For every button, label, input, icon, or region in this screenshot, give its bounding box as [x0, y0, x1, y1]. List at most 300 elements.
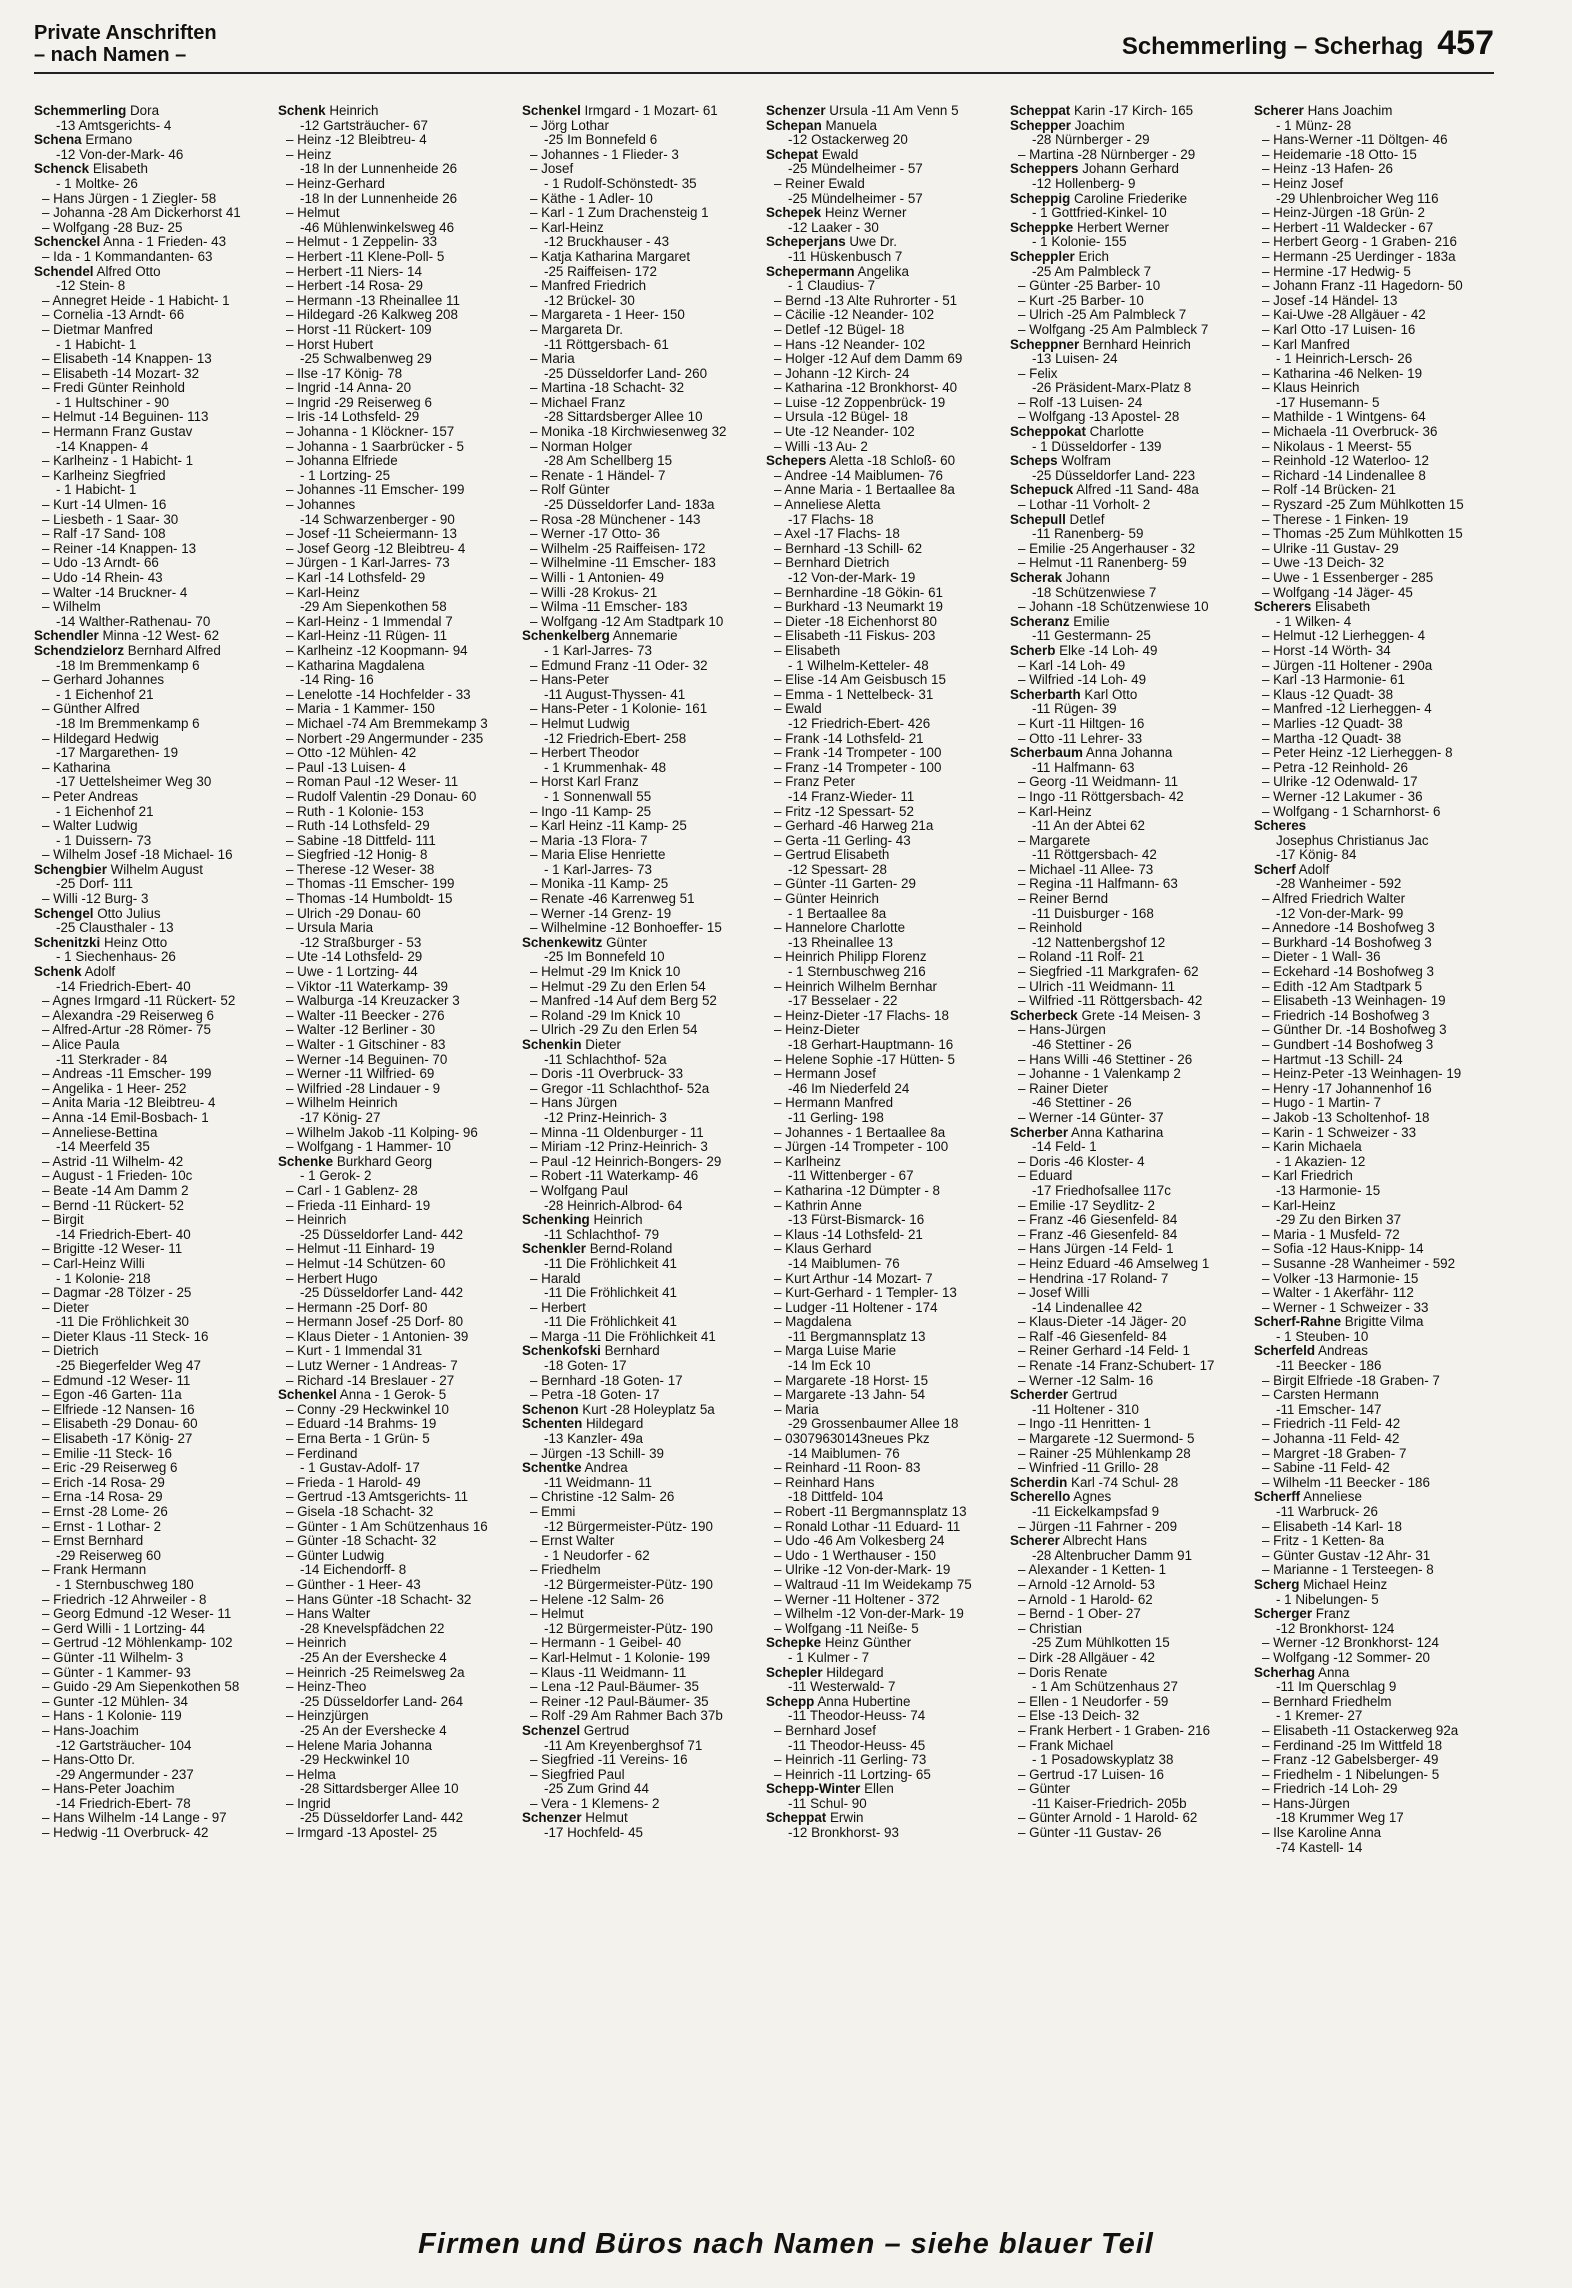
- name-entry: – Thomas -25 Zum Mühlkotten 15: [1262, 526, 1463, 542]
- surname: Schepek: [766, 205, 822, 221]
- address-line: -46 Mühlenwinkelsweg 46: [300, 219, 455, 235]
- entry-detail: Charlotte: [1085, 424, 1144, 440]
- address-line: -18 Krummer Weg 17: [1276, 1810, 1404, 1826]
- name-entry: – Willi - 1 Antonien- 49: [530, 570, 664, 585]
- name-entry: – Heinrich -25 Reimelsweg 2a: [286, 1664, 465, 1680]
- name-entry: – Elisabeth -29 Donau- 60: [42, 1416, 198, 1432]
- surname-entry: [1010, 1009, 1246, 1024]
- directory-columns: [34, 104, 1494, 2184]
- address-line: -12 Friedrich-Ebert- 426: [788, 715, 931, 731]
- surname: Schenk: [278, 104, 326, 118]
- name-entry: – Doris -11 Overbruck- 33: [530, 1066, 684, 1082]
- address-line: -12 Straßburger - 53: [300, 934, 422, 950]
- name-entry: – Kurt -11 Hiltgen- 16: [1018, 715, 1145, 731]
- name-entry: – Renate -14 Franz-Schubert- 17: [1018, 1358, 1215, 1374]
- address-line: -11 Beecker - 186: [1276, 1358, 1382, 1374]
- name-entry: – Fritz - 1 Ketten- 8a: [1262, 1533, 1385, 1549]
- name-entry: – Jürgen -11 Holtener - 290a: [1262, 657, 1433, 673]
- address-line: - 1 Kulmer - 7: [788, 1649, 870, 1665]
- surname-entry: [766, 1636, 1002, 1651]
- name-entry: – Willi -13 Au- 2: [774, 438, 868, 454]
- entry-detail: Adolf: [81, 964, 116, 980]
- surname-entry: [1010, 644, 1246, 659]
- address-line: -25 Düsseldorfer Land- 223: [1032, 467, 1196, 483]
- section-title: [34, 22, 217, 66]
- name-entry: – Walter -14 Bruckner- 4: [42, 584, 188, 600]
- name-entry: – Walter Ludwig: [42, 818, 138, 834]
- address-line: -12 Bürgermeister-Pütz- 190: [544, 1620, 713, 1636]
- name-entry: – Arnold -12 Arnold- 53: [1018, 1576, 1155, 1592]
- surname: Scherers: [1254, 599, 1312, 615]
- address-line: -14 Im Eck 10: [788, 1358, 871, 1374]
- name-entry: – Dietrich: [42, 1343, 99, 1359]
- name-entry: – Martina -28 Nürnberger - 29: [1018, 146, 1196, 162]
- address-line: -11 Rügen- 39: [1032, 701, 1117, 717]
- entry-detail: Brigitte Vilma: [1341, 1314, 1424, 1330]
- name-entry: – Maria: [530, 351, 575, 367]
- surname: Scherer: [1010, 1533, 1060, 1549]
- address-line: -25 Düsseldorfer Land- 183a: [544, 497, 715, 513]
- name-entry: – Emma - 1 Nettelbeck- 31: [774, 686, 934, 702]
- name-entry: – Bernhard -13 Schill- 62: [774, 540, 923, 556]
- address-line: -12 Nattenbergshof 12: [1032, 934, 1166, 950]
- surname-entry: [1010, 1534, 1246, 1549]
- address-line: - 1 Heinrich-Lersch- 26: [1276, 351, 1413, 367]
- name-entry: – Magdalena: [774, 1314, 852, 1330]
- name-entry: – Anneliese Aletta: [774, 497, 881, 513]
- name-entry: – Roland -29 Im Knick 10: [530, 1007, 681, 1023]
- address-line: - 1 Bertaallee 8a: [788, 905, 887, 921]
- surname-entry: [766, 206, 1002, 221]
- column-4: [766, 104, 1002, 2184]
- surname: Schepuck: [1010, 482, 1074, 498]
- entry-detail: Joachim: [1071, 117, 1125, 133]
- name-entry: – Susanne -28 Wanheimer - 592: [1262, 1255, 1456, 1271]
- surname: Scherf-Rahne: [1254, 1314, 1342, 1330]
- name-entry: – Brigitte -12 Weser- 11: [42, 1241, 183, 1257]
- name-entry: – Heinrich: [286, 1212, 347, 1228]
- name-entry: – Ursula -12 Bügel- 18: [774, 409, 908, 425]
- name-entry: – Otto -11 Lehrer- 33: [1018, 730, 1143, 746]
- name-entry: – Emmi: [530, 1504, 576, 1519]
- name-entry: – Katharina: [42, 759, 111, 775]
- entry-detail: Andreas: [1315, 1343, 1368, 1359]
- name-entry: – Karl-Heinz: [1262, 1197, 1336, 1213]
- name-entry: – Mathilde - 1 Wintgens- 64: [1262, 409, 1426, 425]
- name-entry: – Willi -12 Burg- 3: [42, 891, 149, 907]
- name-entry: – Werner -14 Beguinen- 70: [286, 1051, 448, 1067]
- name-entry: – Karlheinz: [774, 1153, 841, 1169]
- surname-entry: [34, 629, 270, 644]
- name-entry: – Gisela -18 Schacht- 32: [286, 1504, 434, 1519]
- name-entry: – Jürgen -11 Fahrner - 209: [1018, 1518, 1178, 1534]
- name-entry: – Michael Franz: [530, 394, 626, 410]
- address-line: -25 Mündelheimer - 57: [788, 161, 923, 177]
- name-entry: – Erich -14 Rosa- 29: [42, 1474, 165, 1490]
- surname-entry: [34, 863, 270, 878]
- name-entry: – Katja Katharina Margaret: [530, 248, 691, 264]
- column-2: [278, 104, 514, 2184]
- name-entry: – Bernhardine -18 Gökin- 61: [774, 584, 943, 600]
- address-line: -13 Luisen- 24: [1032, 351, 1118, 367]
- surname-entry: [766, 148, 1002, 163]
- address-line: -14 Friedrich-Ebert- 40: [56, 1226, 191, 1242]
- name-entry: – Klaus-Dieter -14 Jäger- 20: [1018, 1314, 1187, 1330]
- name-entry: – Georg -11 Weidmann- 11: [1018, 774, 1179, 790]
- name-entry: – Helene -12 Salm- 26: [530, 1591, 664, 1607]
- name-entry: – Ilse -17 König- 78: [286, 365, 403, 381]
- name-entry: – Liesbeth - 1 Saar- 30: [42, 511, 179, 527]
- name-entry: – Eduard: [1018, 1168, 1073, 1184]
- name-entry: – Heinz-Theo: [286, 1679, 367, 1695]
- name-entry: – Günther - 1 Heer- 43: [286, 1576, 421, 1592]
- name-entry: – Udo - 1 Werthauser - 150: [774, 1547, 937, 1563]
- name-entry: – Karl Friedrich: [1262, 1168, 1353, 1184]
- address-line: -12 Stein- 8: [56, 278, 126, 294]
- name-entry: – Karl-Heinz -11 Rügen- 11: [286, 628, 448, 644]
- address-line: -11 Theodor-Heuss- 74: [788, 1708, 926, 1724]
- name-entry: – Minna -11 Oldenburger - 11: [530, 1124, 704, 1140]
- name-entry: – Erna -14 Rosa- 29: [42, 1489, 163, 1505]
- surname: Scherak: [1010, 570, 1063, 585]
- address-line: -11 Schlachthof- 52a: [544, 1051, 667, 1067]
- name-entry: – Klaus -14 Lothsfeld- 21: [774, 1226, 923, 1242]
- name-entry: – Bernd -11 Rückert- 52: [42, 1197, 184, 1213]
- name-entry: – Günter Ludwig: [286, 1547, 385, 1563]
- name-entry: – Karl-Heinz - 1 Immendal 7: [286, 613, 453, 629]
- address-line: -11 Wittenberger - 67: [788, 1168, 914, 1184]
- address-line: -17 Uettelsheimer Weg 30: [56, 774, 212, 790]
- surname: Scherf: [1254, 861, 1296, 877]
- name-entry: – Marga -11 Die Fröhlichkeit 41: [530, 1328, 716, 1344]
- address-line: - 1 Sonnenwall 55: [544, 788, 652, 804]
- surname: Schepp-Winter: [766, 1781, 861, 1797]
- surname: Schenkel: [278, 1387, 337, 1403]
- name-entry: – Christine -12 Salm- 26: [530, 1489, 675, 1505]
- name-entry: – Wilhelmine -11 Emscher- 183: [530, 555, 716, 571]
- name-entry: – Thomas -11 Emscher- 199: [286, 876, 455, 892]
- page-header: [34, 20, 1494, 74]
- name-entry: – Volker -13 Harmonie- 15: [1262, 1270, 1419, 1286]
- name-entry: – Kurt-Gerhard - 1 Templer- 13: [774, 1285, 957, 1301]
- address-line: - 1 Moltke- 26: [56, 175, 138, 191]
- name-entry: – Karl Manfred: [1262, 336, 1350, 352]
- address-line: - 1 Münz- 28: [1276, 117, 1352, 133]
- surname-entry: [1010, 119, 1246, 134]
- name-entry: – Hendrina -17 Roland- 7: [1018, 1270, 1169, 1286]
- name-entry: – Johannes -11 Emscher- 199: [286, 482, 465, 498]
- entry-detail: Franz: [1312, 1606, 1351, 1622]
- surname: Scheres: [1254, 818, 1307, 834]
- name-entry: – Ulrike -11 Gustav- 29: [1262, 540, 1399, 556]
- address-line: -25 Im Bonnefeld 6: [544, 132, 658, 148]
- address-line: - 1 Sternbuschweg 216: [788, 964, 926, 980]
- name-entry: – Karl -13 Harmonie- 61: [1262, 672, 1405, 688]
- entry-detail: Elisabeth: [89, 161, 148, 177]
- surname: Scherdin: [1010, 1474, 1068, 1490]
- surname: Scherger: [1254, 1606, 1313, 1622]
- name-entry: – Wolfgang -13 Apostel- 28: [1018, 409, 1180, 425]
- name-entry: – Marianne - 1 Tersteegen- 8: [1262, 1562, 1434, 1578]
- entry-detail: Gertrud: [580, 1722, 630, 1738]
- name-entry: – Bernhard -18 Goten- 17: [530, 1372, 683, 1388]
- address-line: -11 Westerwald- 7: [788, 1679, 896, 1695]
- name-entry: – Horst Hubert: [286, 336, 374, 352]
- address-line: -46 Stettiner - 26: [1032, 1095, 1132, 1111]
- entry-detail: Michael Heinz: [1299, 1576, 1388, 1592]
- surname-entry: [522, 1461, 758, 1476]
- entry-detail: Adolf: [1295, 861, 1330, 877]
- name-entry: – Irmgard -13 Apostel- 25: [286, 1825, 438, 1841]
- name-entry: – Hildegard -26 Kalkweg 208: [286, 307, 458, 323]
- surname-entry: [522, 1811, 758, 1826]
- address-line: - 1 Karl-Jarres- 73: [544, 642, 652, 658]
- name-entry: – Henry -17 Johannenhof 16: [1262, 1080, 1432, 1096]
- name-entry: – Klaus -12 Quadt- 38: [1262, 686, 1394, 702]
- surname-entry: [766, 1811, 1002, 1826]
- name-entry: – Ute -12 Neander- 102: [774, 424, 915, 440]
- name-entry: – Ronald Lothar -11 Eduard- 11: [774, 1518, 961, 1534]
- name-entry: – Rainer Dieter: [1018, 1080, 1109, 1096]
- entry-detail: Ewald: [818, 146, 859, 162]
- name-entry: – Klaus -11 Weidmann- 11: [530, 1664, 687, 1680]
- name-entry: – Karl -14 Lothsfeld- 29: [286, 570, 426, 585]
- address-line: -25 Clausthaler - 13: [56, 920, 174, 936]
- surname-entry: [34, 936, 270, 951]
- entry-detail: Anna: [1315, 1664, 1350, 1680]
- name-entry: – Marga Luise Marie: [774, 1343, 897, 1359]
- surname: Scheppler: [1010, 248, 1075, 264]
- surname-entry: [1010, 1476, 1246, 1491]
- name-entry: – Franz -46 Giesenfeld- 84: [1018, 1226, 1178, 1242]
- name-entry: – Heinrich: [286, 1635, 347, 1651]
- name-entry: – Fritz -12 Spessart- 52: [774, 803, 914, 819]
- surname-entry: [1254, 1490, 1490, 1505]
- name-entry: – Karl Heinz -11 Kamp- 25: [530, 818, 687, 834]
- surname: Schepper: [1010, 117, 1072, 133]
- name-entry: – Ulrich -29 Zu den Erlen 54: [530, 1022, 698, 1038]
- name-entry: – Günter -11 Wilhelm- 3: [42, 1649, 184, 1665]
- entry-detail: Erich: [1074, 248, 1109, 264]
- address-line: -14 Franz-Wieder- 11: [788, 788, 915, 804]
- address-line: -14 Walther-Rathenau- 70: [56, 613, 211, 629]
- name-entry: – Ingo -11 Kamp- 25: [530, 803, 652, 819]
- surname-entry: [1254, 1578, 1490, 1593]
- entry-detail: Dora: [126, 104, 160, 118]
- address-line: -29 Reiserweg 60: [56, 1547, 161, 1563]
- name-entry: – Anna -14 Emil-Bosbach- 1: [42, 1109, 209, 1125]
- name-entry: – Alfred-Artur -28 Römer- 75: [42, 1022, 211, 1038]
- surname-entry: [1254, 863, 1490, 878]
- address-line: -11 Die Fröhlichkeit 41: [544, 1255, 677, 1271]
- name-entry: – Horst -14 Wörth- 34: [1262, 642, 1391, 658]
- surname: Scherbaum: [1010, 745, 1083, 761]
- name-entry: – Peter Heinz -12 Lierheggen- 8: [1262, 745, 1453, 761]
- address-line: -18 In der Lunnenheide 26: [300, 190, 458, 206]
- name-entry: – Walburga -14 Kreuzacker 3: [286, 993, 460, 1009]
- address-line: -28 Nürnberger - 29: [1032, 132, 1150, 148]
- surname: Schendler: [34, 628, 99, 644]
- name-entry: – Johanna -28 Am Dickerhorst 41: [42, 205, 241, 221]
- surname: Schenkelberg: [522, 628, 610, 644]
- entry-detail: Albrecht Hans: [1059, 1533, 1147, 1549]
- surname-entry: [522, 1242, 758, 1257]
- name-entry: – Wolfgang -12 Sommer- 20: [1262, 1649, 1430, 1665]
- entry-detail: Detlef: [1065, 511, 1105, 527]
- name-entry: – Günter - 1 Kammer- 93: [42, 1664, 191, 1680]
- address-line: -14 Schwarzenberger - 90: [300, 511, 455, 527]
- name-entry: – Günter Gustav -12 Ahr- 31: [1262, 1547, 1431, 1563]
- name-entry: – Eckehard -14 Boshofweg 3: [1262, 964, 1434, 980]
- name-entry: – Ernst Walter: [530, 1533, 615, 1549]
- name-entry: – Jürgen - 1 Karl-Jarres- 73: [286, 555, 450, 571]
- address-line: -14 Ring- 16: [300, 672, 374, 688]
- surname: Scheperjans: [766, 234, 846, 250]
- name-entry: – Monika -18 Kirchwiesenweg 32: [530, 424, 727, 440]
- name-entry: – Margareta Dr.: [530, 321, 624, 337]
- surname: Schenk: [34, 964, 82, 980]
- name-entry: – Kurt Arthur -14 Mozart- 7: [774, 1270, 933, 1286]
- name-entry: – Agnes Irmgard -11 Rückert- 52: [42, 993, 236, 1009]
- name-entry: – Heinz-Gerhard: [286, 175, 385, 191]
- address-line: -28 Sittardsberger Allee 10: [544, 409, 703, 425]
- name-entry: – Hans Willi -46 Stettiner - 26: [1018, 1051, 1193, 1067]
- name-entry: – Hans Jürgen -14 Feld- 1: [1018, 1241, 1174, 1257]
- name-entry: – Eric -29 Reiserweg 6: [42, 1460, 178, 1476]
- name-entry: – Margarete -13 Jahn- 54: [774, 1387, 926, 1403]
- name-entry: – Paul -13 Luisen- 4: [286, 759, 406, 775]
- name-entry: – Günter - 1 Am Schützenhaus 16: [286, 1518, 488, 1534]
- name-entry: – Werner -14 Grenz- 19: [530, 905, 672, 921]
- column-1: [34, 104, 270, 2184]
- surname: Schenzer: [766, 104, 826, 118]
- name-entry: – Petra -12 Reinhold- 26: [1262, 759, 1408, 775]
- name-entry: – Walter -12 Berliner - 30: [286, 1022, 436, 1038]
- address-line: -13 Rheinallee 13: [788, 934, 893, 950]
- name-entry: – Jürgen -14 Trompeter - 100: [774, 1139, 949, 1155]
- name-entry: – Udo -14 Rhein- 43: [42, 570, 163, 585]
- name-entry: – Miriam -12 Prinz-Heinrich- 3: [530, 1139, 708, 1155]
- name-entry: – Helmut -11 Einhard- 19: [286, 1241, 435, 1257]
- name-entry: – Ilse Karoline Anna: [1262, 1825, 1382, 1841]
- address-line: -14 Lindenallee 42: [1032, 1299, 1143, 1315]
- address-line: -29 Uhlenbroicher Weg 116: [1276, 190, 1439, 206]
- entry-detail: Bernd-Roland: [586, 1241, 673, 1257]
- name-entry: – Elisabeth: [774, 642, 841, 658]
- entry-detail: Heinrich: [589, 1212, 643, 1228]
- name-entry: – Johanna - 1 Saarbrücker - 5: [286, 438, 464, 454]
- name-entry: – Elisabeth -13 Weinhagen- 19: [1262, 993, 1446, 1009]
- name-entry: – Heinzjürgen: [286, 1708, 369, 1724]
- entry-detail: Agnes: [1070, 1489, 1112, 1505]
- address-line: -13 Amtsgerichts- 4: [56, 117, 172, 133]
- name-entry: – Ulrich -25 Am Palmbleck 7: [1018, 307, 1187, 323]
- name-entry: – Walter - 1 Akerfähr- 112: [1262, 1285, 1414, 1301]
- address-line: -14 Maiblumen- 76: [788, 1255, 900, 1271]
- address-line: -13 Harmonie- 15: [1276, 1182, 1381, 1198]
- name-entry: – Karin - 1 Schweizer - 33: [1262, 1124, 1417, 1140]
- name-entry: – Walter - 1 Gitschiner - 83: [286, 1037, 446, 1052]
- address-line: -18 Goten- 17: [544, 1358, 627, 1374]
- surname: Schenten: [522, 1416, 583, 1432]
- name-entry: – Elise -14 Am Geisbusch 15: [774, 672, 946, 688]
- entry-detail: Herbert Werner: [1073, 219, 1170, 235]
- name-entry: – Ferdinand: [286, 1445, 358, 1461]
- address-line: -17 König- 84: [1276, 847, 1357, 863]
- surname: Scherbarth: [1010, 686, 1081, 702]
- name-entry: – Winfried -11 Grillo- 28: [1018, 1460, 1159, 1476]
- address-line: - 1 Krummenhak- 48: [544, 759, 667, 775]
- name-entry: – Friedrich -14 Boshofweg 3: [1262, 1007, 1430, 1023]
- address-line: - 1 Kolonie- 155: [1032, 234, 1127, 250]
- address-line: -11 Warbruck- 26: [1276, 1504, 1378, 1519]
- name-entry: – Heidemarie -18 Otto- 15: [1262, 146, 1417, 162]
- name-entry: – Peter Andreas: [42, 788, 139, 804]
- name-entry: – Katharina Magdalena: [286, 657, 425, 673]
- name-entry: – Alice Paula: [42, 1037, 120, 1052]
- name-entry: – Helmut -11 Ranenberg- 59: [1018, 555, 1187, 571]
- address-line: -12 Von-der-Mark- 19: [788, 570, 916, 585]
- surname-entry: [522, 1038, 758, 1053]
- name-entry: – Johanne - 1 Valenkamp 2: [1018, 1066, 1181, 1082]
- name-entry: – Ute -14 Lothsfeld- 29: [286, 949, 423, 965]
- address-line: - 1 Am Schützenhaus 27: [1032, 1679, 1178, 1695]
- name-entry: – Hans-Jürgen: [1018, 1022, 1106, 1038]
- address-line: -25 Düsseldorfer Land- 442: [300, 1226, 464, 1242]
- entry-detail: Elisabeth: [1311, 599, 1371, 615]
- name-entry: – Luise -12 Zoppenbrück- 19: [774, 394, 946, 410]
- name-entry: – Gertrud -17 Luisen- 16: [1018, 1766, 1164, 1782]
- address-line: -17 Margarethen- 19: [56, 745, 179, 761]
- name-entry: – Reinhold -12 Waterloo- 12: [1262, 453, 1429, 469]
- name-entry: – Gertrud -12 Möhlenkamp- 102: [42, 1635, 233, 1651]
- address-line: - 1 Rudolf-Schönstedt- 35: [544, 175, 697, 191]
- name-entry: – Gerhard Johannes: [42, 672, 165, 688]
- name-entry: – Manfred -12 Lierheggen- 4: [1262, 701, 1432, 717]
- address-line: -11 Am Kreyenberghsof 71: [544, 1737, 703, 1753]
- name-entry: – Edmund -12 Weser- 11: [42, 1372, 191, 1388]
- surname: Schenkofski: [522, 1343, 601, 1359]
- address-line: - 1 Lortzing- 25: [300, 467, 391, 483]
- entry-detail: Heinz Werner: [821, 205, 907, 221]
- name-entry: – Udo -46 Am Volkesberg 24: [774, 1533, 945, 1549]
- surname-entry: [1010, 746, 1246, 761]
- entry-detail: Angelika: [854, 263, 909, 279]
- entry-detail: Dieter: [581, 1037, 621, 1052]
- name-entry: – Uwe -13 Deich- 32: [1262, 555, 1385, 571]
- address-line: -25 Schwalbenweg 29: [300, 351, 432, 367]
- address-line: -14 Knappen- 4: [56, 438, 149, 454]
- name-entry: – Hermann Josef -25 Dorf- 80: [286, 1314, 464, 1330]
- name-entry: – Birgit: [42, 1212, 84, 1228]
- name-entry: – Friedrich -11 Feld- 42: [1262, 1416, 1401, 1432]
- address-line: -28 Altenbrucher Damm 91: [1032, 1547, 1193, 1563]
- surname-entry: [766, 1782, 1002, 1797]
- name-entry: – Alfred Friedrich Walter: [1262, 891, 1406, 907]
- name-entry: – Detlef -12 Bügel- 18: [774, 321, 905, 337]
- name-entry: – Hans-Peter Joachim: [42, 1781, 175, 1797]
- surname-entry: [1010, 571, 1246, 586]
- name-entry: – Friedhelm: [530, 1562, 601, 1578]
- surname: Schepp: [766, 1693, 815, 1709]
- name-entry: – Ingrid -29 Reiserweg 6: [286, 394, 432, 410]
- name-entry: – Helmut -29 Zu den Erlen 54: [530, 978, 706, 994]
- name-entry: – Dagmar -28 Tölzer - 25: [42, 1285, 192, 1301]
- address-line: -12 Friedrich-Ebert- 258: [544, 730, 687, 746]
- entry-detail: Kurt -28 Holeyplatz 5a: [578, 1401, 715, 1417]
- name-entry: – Günter -25 Barber- 10: [1018, 278, 1161, 294]
- name-entry: – Jürgen -13 Schill- 39: [530, 1445, 664, 1461]
